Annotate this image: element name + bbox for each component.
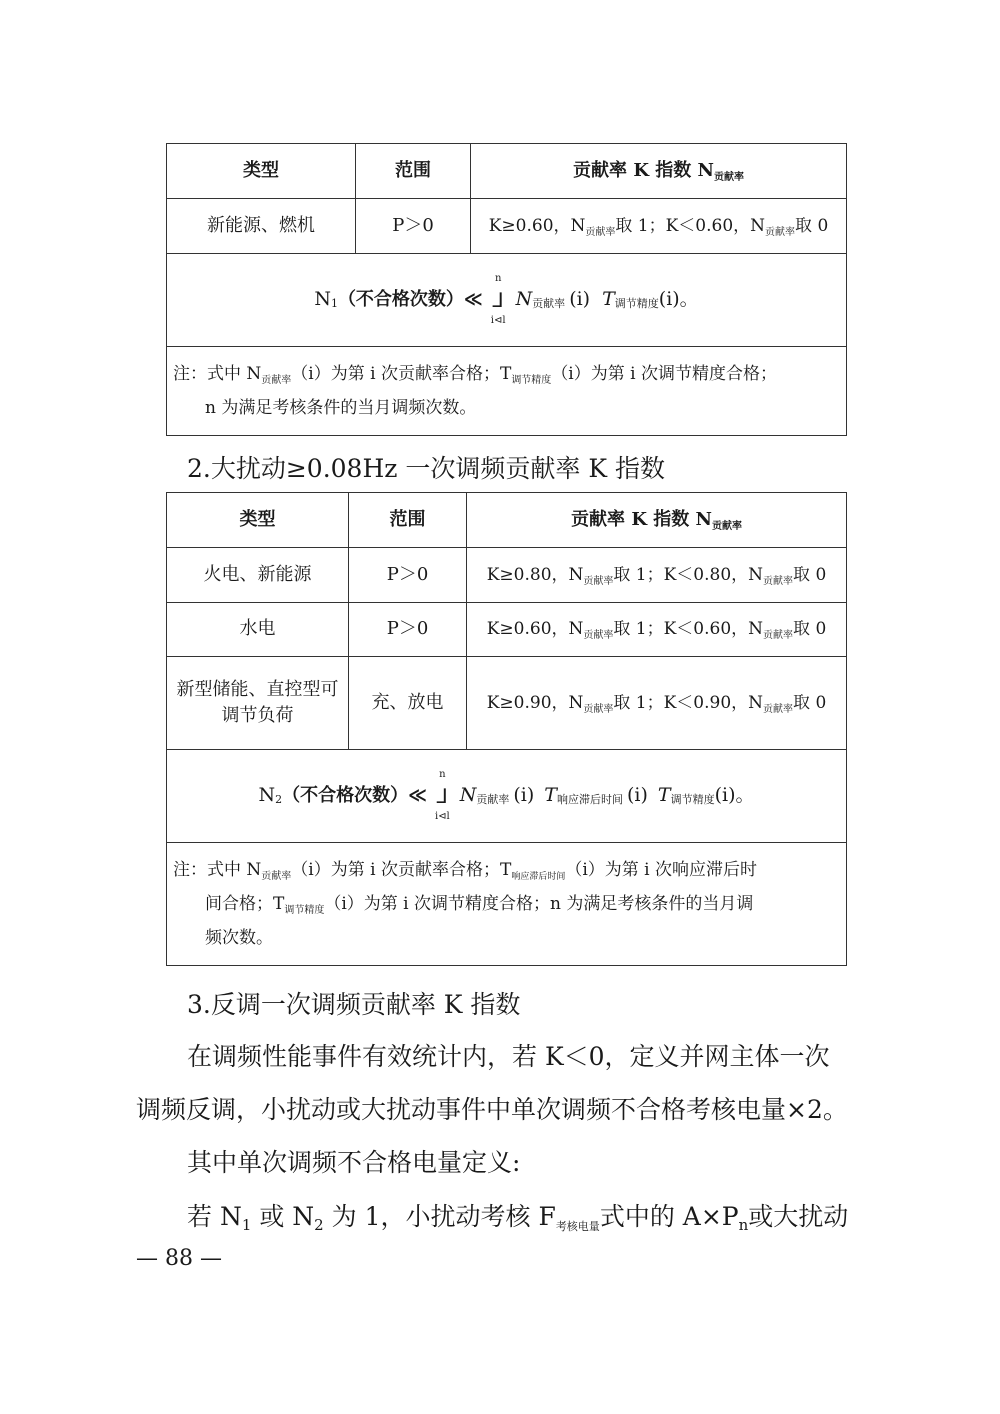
cell-range: P＞0 (356, 199, 471, 254)
header-index: 贡献率 K 指数 $N_{贡献率}$ (467, 493, 847, 548)
table-small-disturbance (166, 143, 847, 436)
cell-type: 新型储能、直控型可 调节负荷 (167, 657, 349, 750)
table-row (167, 603, 847, 657)
header-index: 贡献率 K 指数 $N_{贡献率}$ (471, 144, 847, 199)
formula-row (167, 750, 847, 843)
cell-type: 水电 (167, 603, 349, 657)
cell-type: 火电、新能源 (167, 548, 349, 603)
cell-type: 新能源、燃机 (167, 199, 356, 254)
cell-range: P＞0 (349, 603, 467, 657)
note-table2: 注：式中 $N_{贡献率}(i)$为第 i 次贡献率合格；$T_{响应滞后时间}(i)$为第 i 次响应滞后时 间合格；$T_{调节精度}(i)$为第 i 次调节精度合格；n 为满足考核条件的当月调 频次数。 (167, 843, 847, 966)
summation-symbol: n ⅃ i⊲l (490, 273, 506, 326)
section-heading-3: 3.反调一次调频贡献率 K 指数 (187, 990, 521, 1019)
cell-range: P＞0 (349, 548, 467, 603)
header-range: 范围 (356, 144, 471, 199)
table-row (167, 657, 847, 750)
note-row (167, 843, 847, 966)
paragraph-2: 其中单次调频不合格电量定义: (187, 1148, 521, 1177)
formula-n1: N 1 （不合格次数）≪ n ⅃ i⊲l N 贡献率 (i) T 调节精度 (i)。 (167, 254, 847, 347)
table-header-row (167, 144, 847, 199)
table-row (167, 548, 847, 603)
table-row (167, 199, 847, 254)
cell-rule: K≥0.90，$N_{贡献率}$取 1；K＜0.90，$N_{贡献率}$取 0 (467, 657, 847, 750)
summation-symbol: n ⅃ i⊲l (434, 769, 450, 822)
paragraph-1-line-2: 调频反调，小扰动或大扰动事件中单次调频不合格考核电量×2。 (136, 1095, 848, 1124)
cell-rule: K≥0.80，$N_{贡献率}$取 1；K＜0.80，$N_{贡献率}$取 0 (467, 548, 847, 603)
cell-rule: K≥0.60，$N_{贡献率}$取 1；K＜0.60，$N_{贡献率}$取 0 (467, 603, 847, 657)
note-table1: 注：式中 $N_{贡献率}(i)$为第 i 次贡献率合格；$T_{调节精度}(i)$为第 i 次调节精度合格； n 为满足考核条件的当月调频次数。 (167, 347, 847, 436)
paragraph-1-line-1: 在调频性能事件有效统计内，若 K＜0，定义并网主体一次 (187, 1042, 830, 1071)
section-heading-2: 2.大扰动≥0.08Hz 一次调频贡献率 K 指数 (187, 454, 665, 483)
note-row (167, 347, 847, 436)
header-type: 类型 (167, 144, 356, 199)
table-large-disturbance (166, 492, 847, 966)
page-number: — 88 — (136, 1246, 222, 1271)
cell-rule: K≥0.60，$N_{贡献率}$取 1；K＜0.60，$N_{贡献率}$取 0 (471, 199, 847, 254)
paragraph-3: 若 $N_1$ 或 $N_2$ 为 1，小扰动考核 $F_{考核电量}$式中的 $A\times P_n$或大扰动 (187, 1202, 849, 1234)
header-range: 范围 (349, 493, 467, 548)
formula-row (167, 254, 847, 347)
cell-range: 充、放电 (349, 657, 467, 750)
table-header-row (167, 493, 847, 548)
header-type: 类型 (167, 493, 349, 548)
formula-n2: N 2 （不合格次数）≪ n ⅃ i⊲l N 贡献率 (i) T 响应滞后时间 (i) T 调节精度 (i)。 (167, 750, 847, 843)
